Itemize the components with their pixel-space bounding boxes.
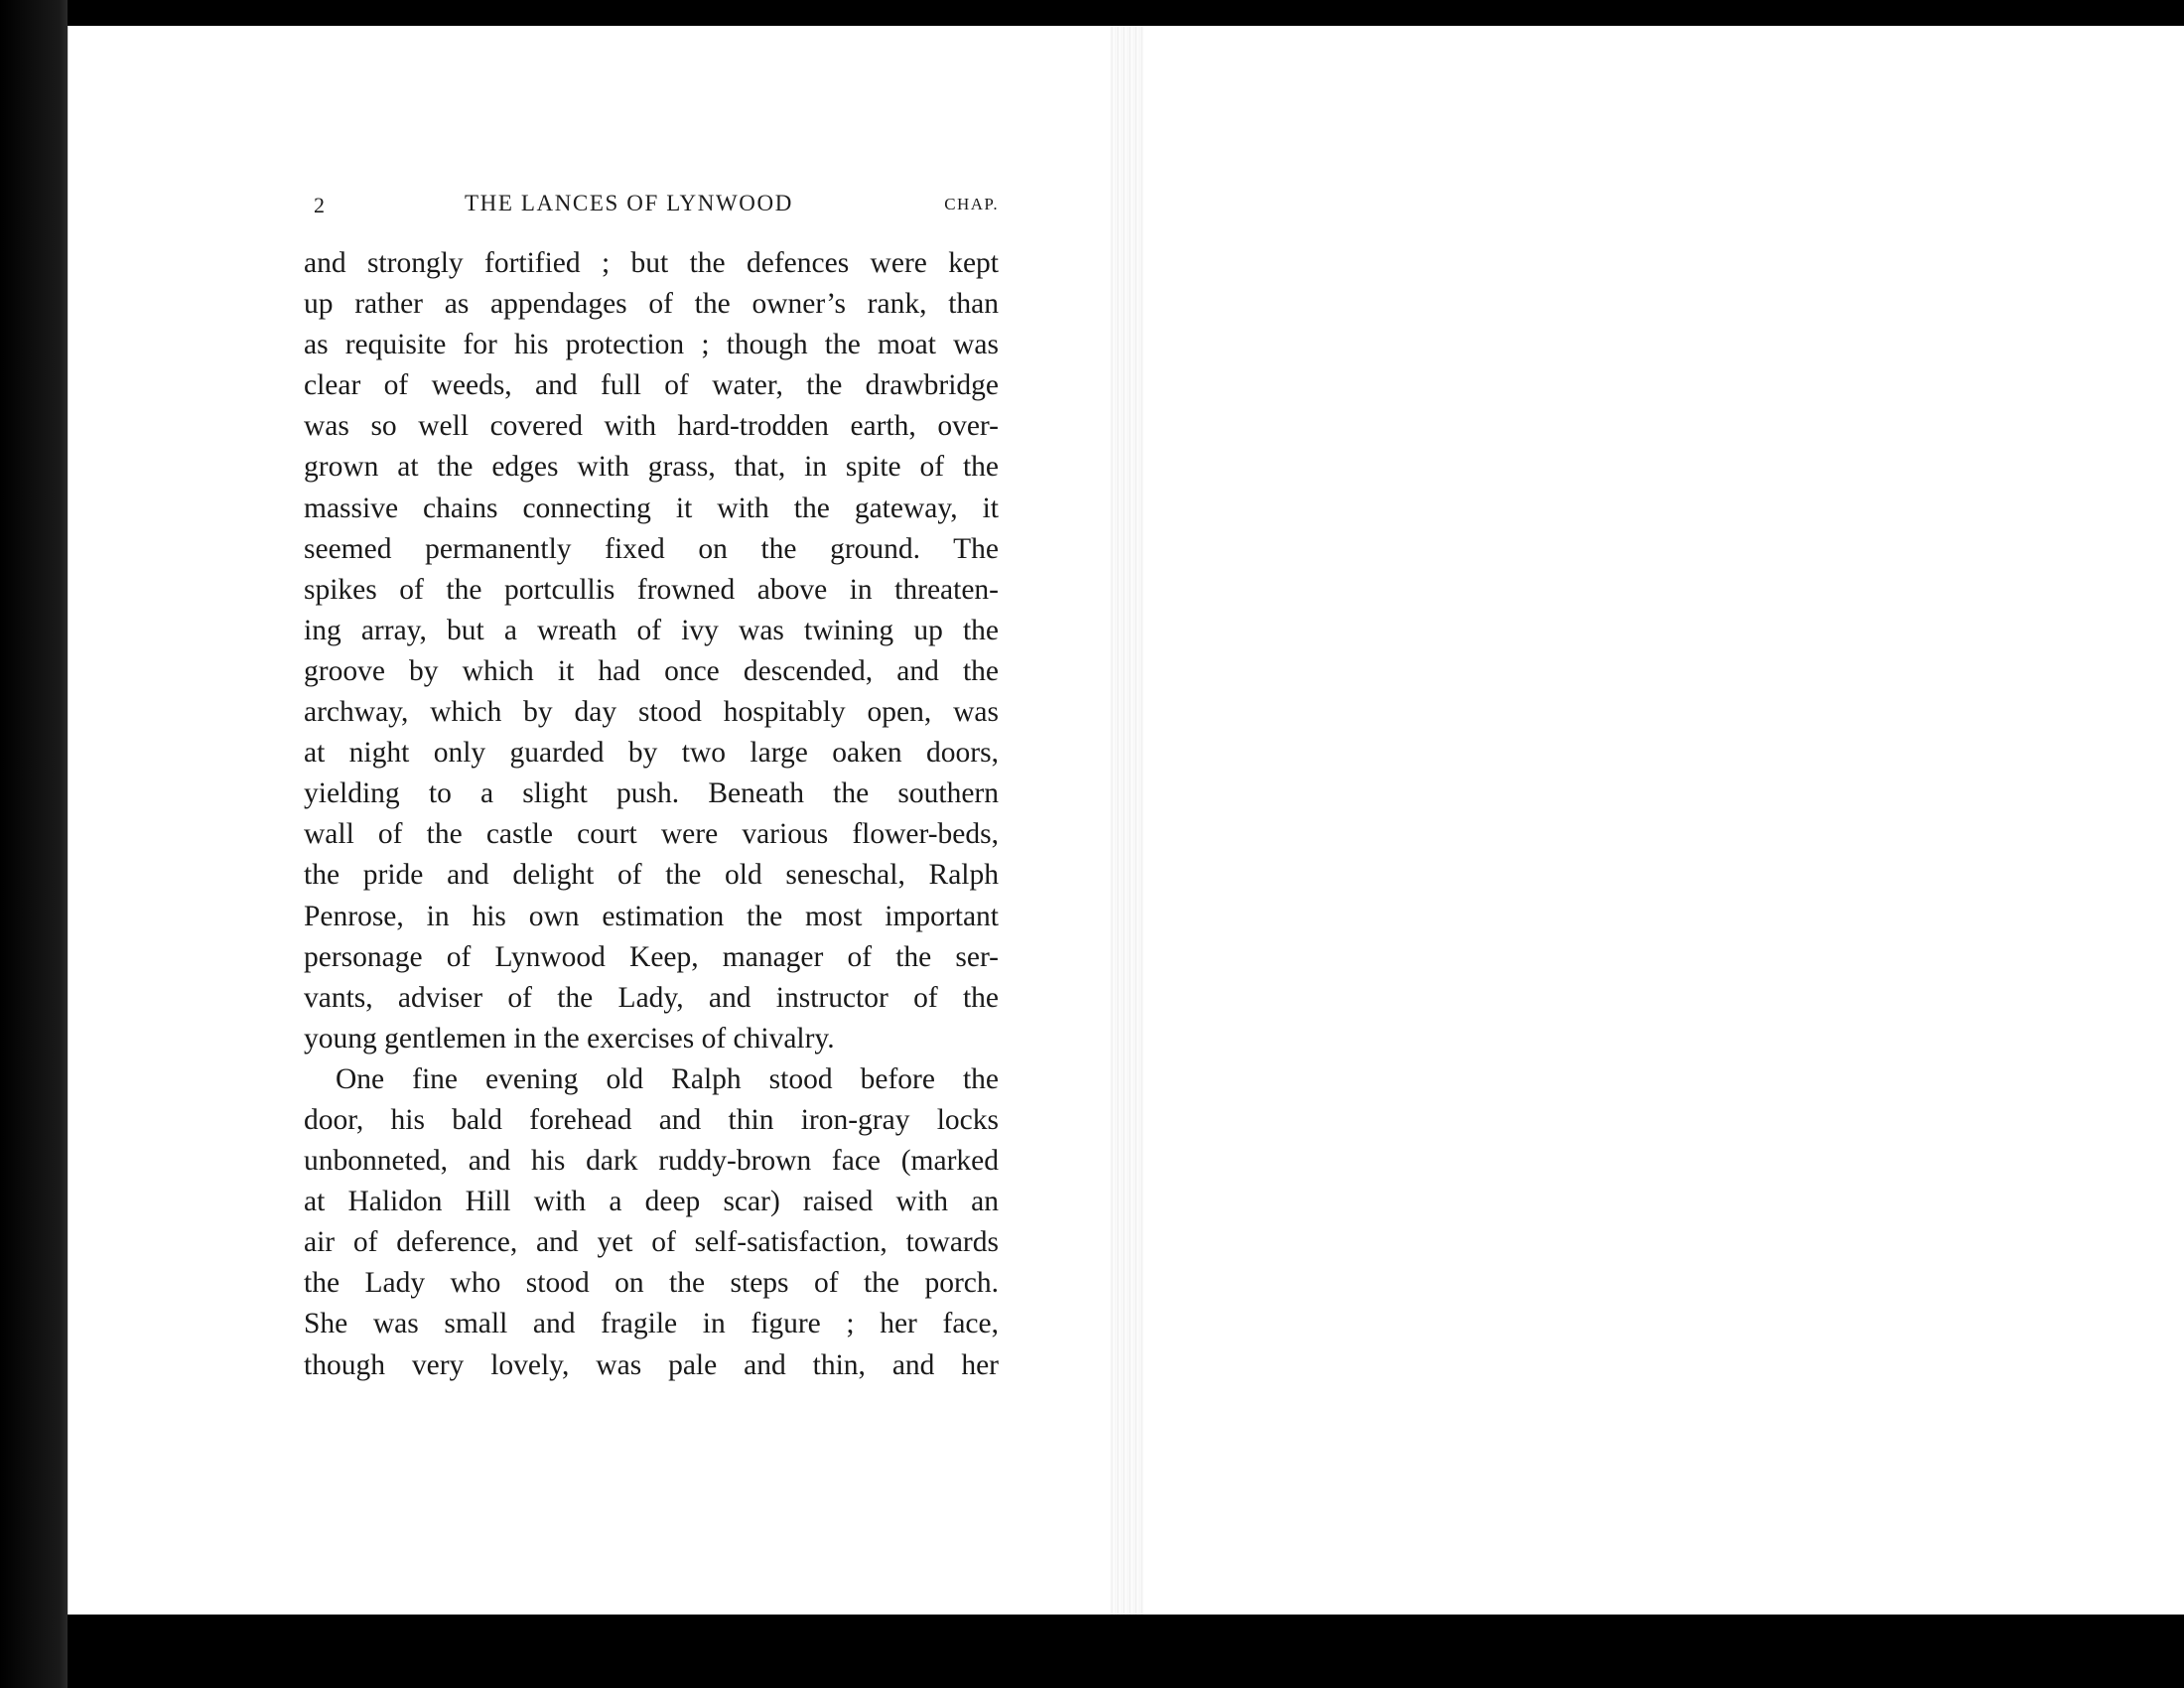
text-line: grown at the edges with grass, that, in spite of the — [304, 451, 999, 484]
text-line: air of deference, and yet of self-satisfaction, towards — [304, 1226, 999, 1259]
scan-left-edge — [0, 0, 68, 1688]
text-line: young gentlemen in the exercises of chivalry. — [304, 1022, 835, 1055]
text-line: clear of weeds, and full of water, the drawbridge — [304, 369, 999, 402]
text-line: at Halidon Hill with a deep scar) raised with an — [304, 1186, 999, 1218]
text-line: groove by which it had once descended, and the — [304, 654, 999, 687]
text-line: One fine evening old Ralph stood before the — [336, 1062, 999, 1095]
text-line: was so well covered with hard-trodden earth, over- — [304, 410, 999, 443]
text-line: vants, adviser of the Lady, and instructor of the — [304, 981, 999, 1014]
text-line: unbonneted, and his dark ruddy-brown face (marked — [304, 1145, 999, 1178]
chapter-label: CHAP. — [944, 195, 999, 213]
text-line: massive chains connecting it with the gateway, it — [304, 492, 999, 524]
text-line: door, his bald forehead and thin iron-gray locks — [304, 1103, 999, 1136]
book-gutter — [1110, 26, 1144, 1615]
text-line: and strongly fortified ; but the defences were kept — [304, 247, 999, 279]
text-line: archway, which by day stood hospitably open, was — [304, 696, 999, 729]
text-line: personage of Lynwood Keep, manager of the ser- — [304, 940, 999, 973]
text-line: as requisite for his protection ; though the moat was — [304, 329, 999, 361]
text-line: though very lovely, was pale and thin, and her — [304, 1348, 999, 1381]
body-text — [304, 243, 999, 1386]
text-line: up rather as appendages of the owner’s rank, than — [304, 288, 999, 321]
text-line: the Lady who stood on the steps of the porch. — [304, 1267, 999, 1300]
paragraph-1 — [304, 243, 999, 1059]
text-line: ing array, but a wreath of ivy was twining up the — [304, 614, 999, 646]
text-line: at night only guarded by two large oaken doors, — [304, 737, 999, 770]
running-title: THE LANCES OF LYNWOOD — [465, 191, 793, 215]
right-page-blank — [1142, 26, 2184, 1615]
text-line: wall of the castle court were various flower-beds, — [304, 818, 999, 851]
paragraph-2 — [304, 1059, 999, 1386]
running-head — [314, 191, 999, 226]
text-line: Penrose, in his own estimation the most important — [304, 900, 999, 932]
text-line: She was small and fragile in figure ; her face, — [304, 1308, 999, 1340]
page-number: 2 — [314, 193, 325, 217]
text-line: yielding to a slight push. Beneath the southern — [304, 777, 999, 810]
text-line: spikes of the portcullis frowned above in threaten- — [304, 573, 999, 606]
text-line: the pride and delight of the old seneschal, Ralph — [304, 859, 999, 892]
text-line: seemed permanently fixed on the ground. The — [304, 532, 999, 565]
